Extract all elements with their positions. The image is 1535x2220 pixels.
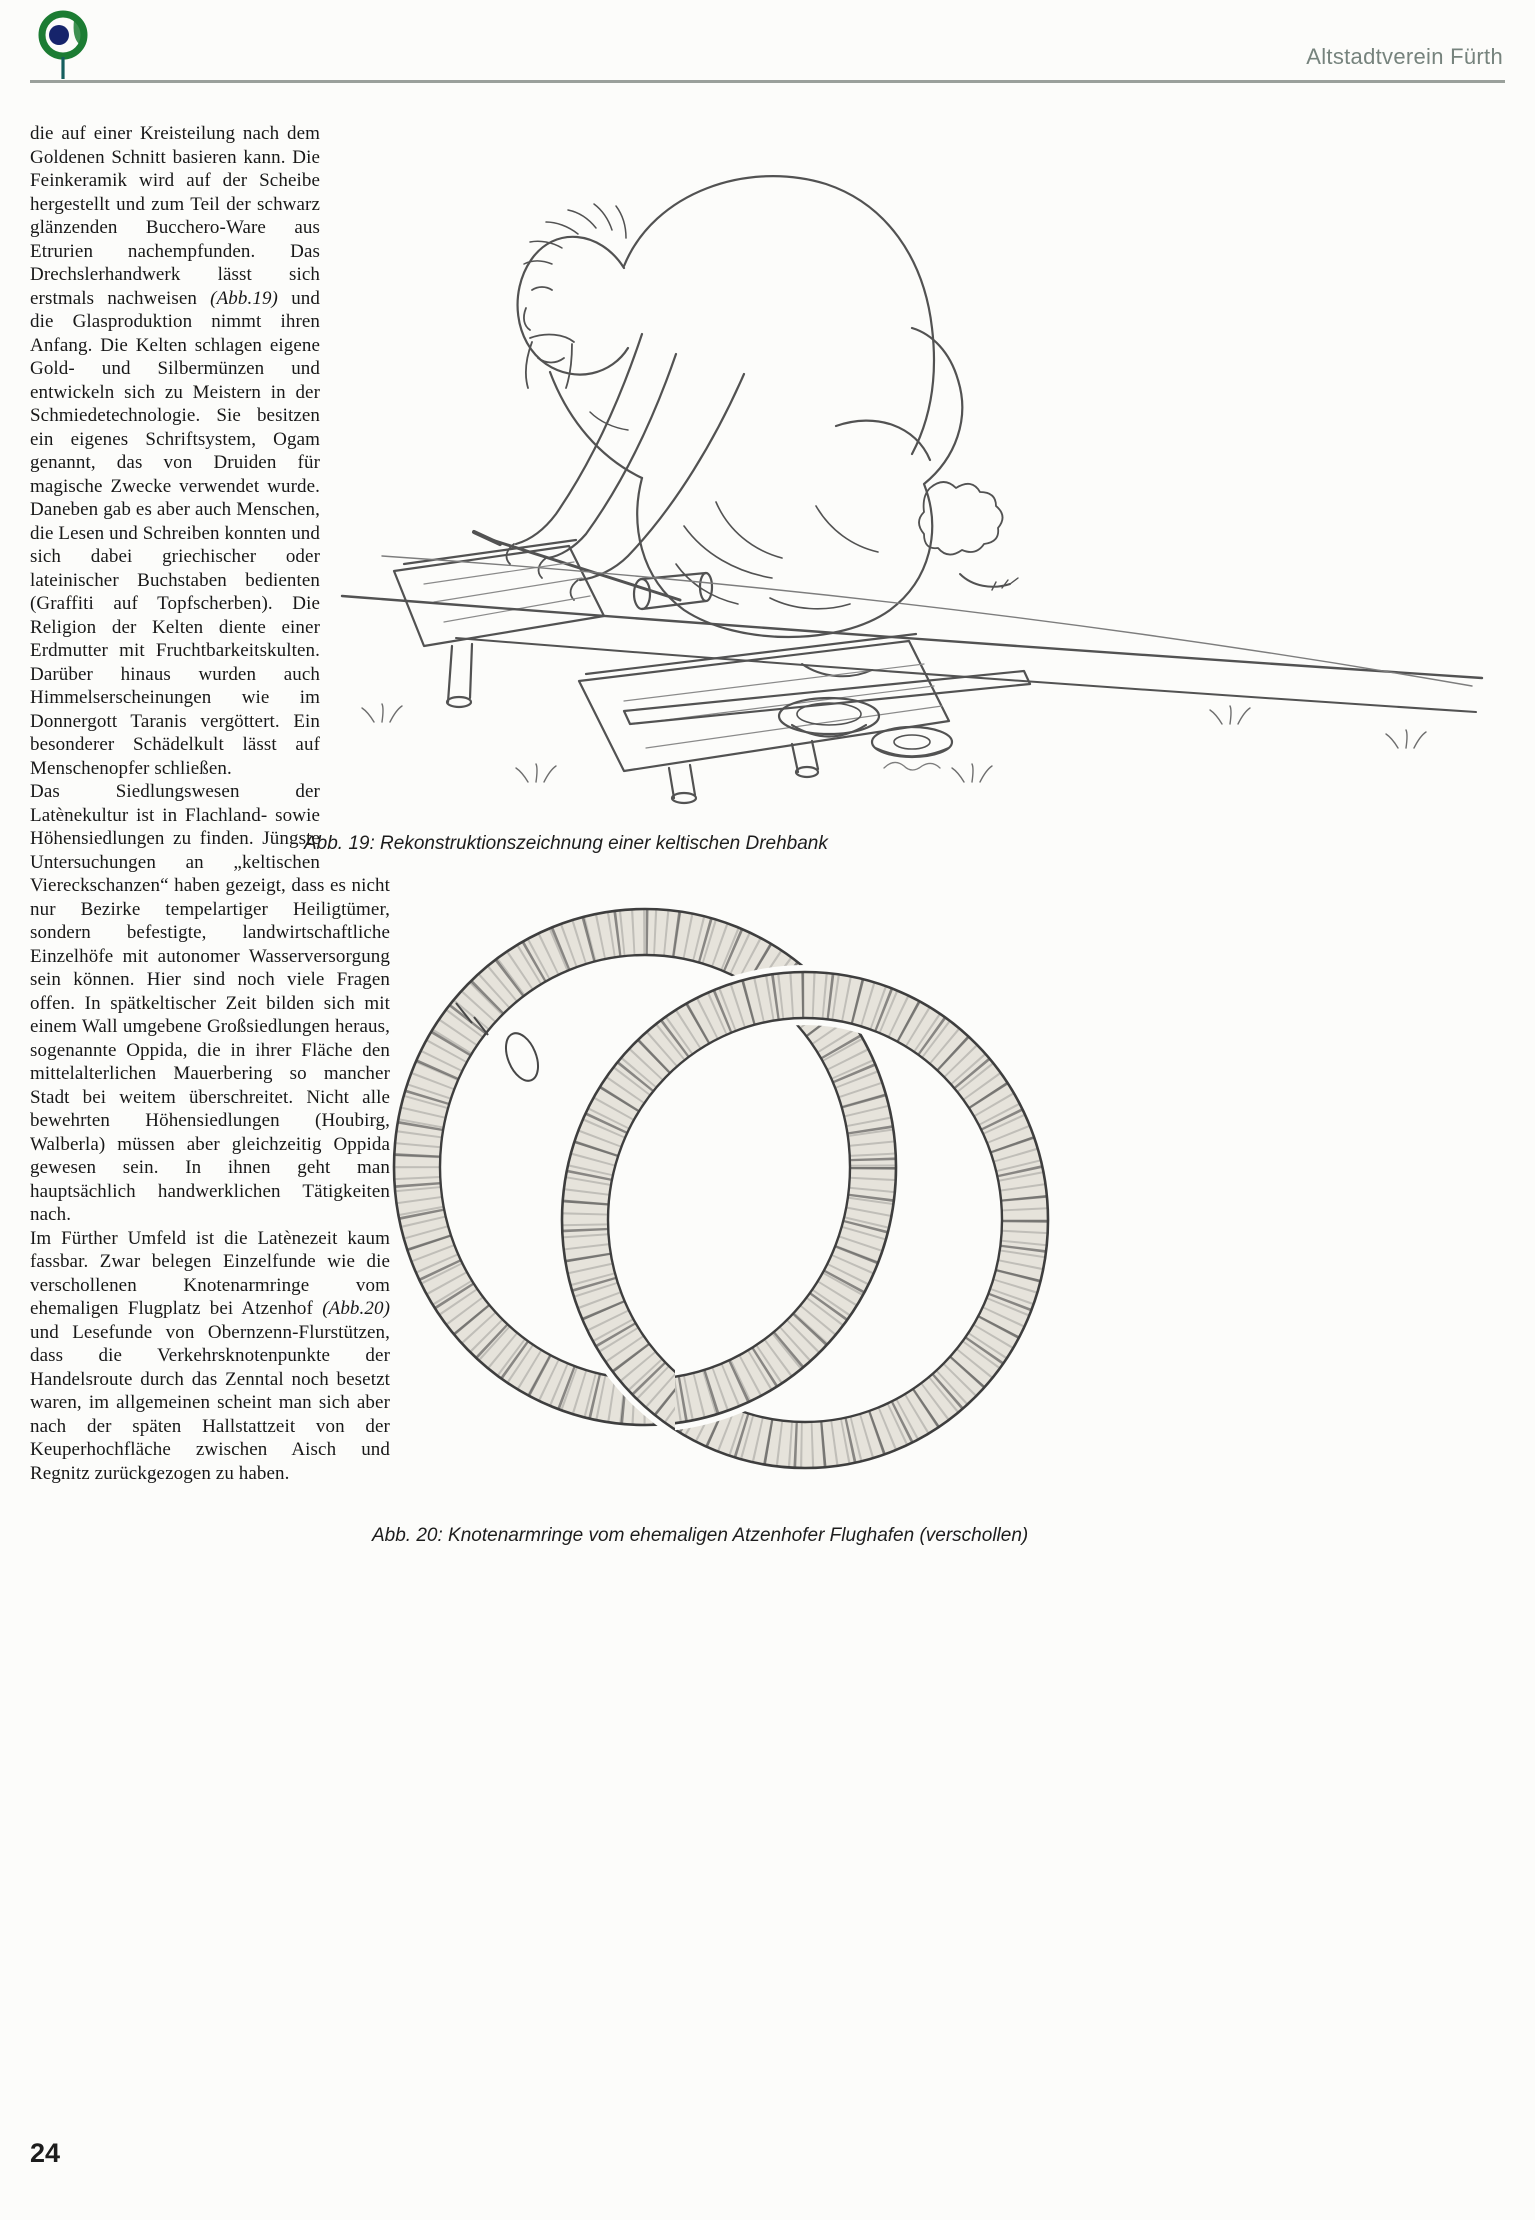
caption-abb19: Abb. 19: Rekonstruktionszeichnung einer keltischen Drehbank (304, 833, 828, 854)
header-title: Altstadtverein Fürth (1306, 44, 1503, 69)
paragraph: Das Siedlungswesen der Latènekultur ist in Flachland- sowie Höhensiedlungen zu finden. Jüngste Untersuchungen an „keltischen Viereckschanzen“ haben gezeigt, dass es nicht nur Bezirke tempelartiger Heiligtümer, sondern befestigte, landwirtschaftliche Einzelhöfe mit autonomer Wasserversorgung sein können. Hier sind noch viele Fragen offen. In spätkeltischer Zeit bilden sich mit einem Wall umgebene Großsiedlungen heraus, sogenannte Oppida, die in ihrer Fläche den mittelalterlichen Mauerbering so mancher Stadt bei weitem überschreitet. Nicht alle bewehrten Höhensiedlungen (Houbirg, Walberla) müssen aber gleichzeitig Oppida gewesen sein. In ihnen geht man hauptsächlich handwerklichen Tätigkeiten nach. (30, 781, 390, 1225)
altstadtverein-logo-icon (34, 8, 92, 80)
caption-abb20: Abb. 20: Knotenarmringe vom ehemaligen Atzenhofer Flughafen (verschollen) (372, 1525, 1029, 1546)
figure-abb20 (372, 857, 1505, 1547)
knot-armrings-drawing (390, 905, 1060, 1485)
page-content (30, 122, 1505, 1547)
figure-abb19 (304, 122, 1505, 857)
paragraph: Im Fürther Umfeld ist die Latènezeit kaum fassbar. Zwar belegen Einzelfunde wie die verschollenen Knotenarmringe vom ehemaligen Flugplatz bei Atzenhof (Abb.20) und Lesefunde von Obernzenn-Flurstützen, dass die Verkehrsknotenpunkte der Handelsroute durch das Zenntal noch besetzt waren, im allgemeinen scheint man sich aber nach der späten Hallstattzeit von der Keuperhochfläche zwischen Aisch und Regnitz zurückgezogen zu haben. (30, 1227, 390, 1484)
page-header (30, 0, 1505, 83)
paragraph: die auf einer Kreisteilung nach dem Goldenen Schnitt basieren kann. Die Feinkeramik wird auf der Scheibe hergestellt und zum Teil der schwarz glänzenden Bucchero-Ware aus Etrurien nachempfunden. Das Drechslerhandwerk lässt sich erstmals nachweisen (Abb.19) und die Glasproduktion nimmt ihren Anfang. Die Kelten schlagen eigene Gold- und Silbermünzen und entwickeln sich zu Meistern in der Schmiedetechnologie. Sie besitzen ein eigenes Schriftsystem, Ogam genannt, das von Druiden für magische Zwecke verwendet wurde. Daneben gab es aber auch Menschen, die Lesen und Schreiben konnten und sich dabei griechischer oder lateinischer Buchstaben bedienten (Graffiti auf Topfscherben). Die Religion der Kelten diente einer Erdmutter mit Fruchtbarkeitskulten. Darüber hinaus wurden auch Himmelserscheinungen wie im Donnergott Taranis vergöttert. Ein besonderer Schädelkult lässt auf Menschenopfer schließen. (30, 123, 321, 779)
page-number: 24 (30, 2138, 61, 2168)
celtic-lathe-drawing (324, 126, 1494, 816)
